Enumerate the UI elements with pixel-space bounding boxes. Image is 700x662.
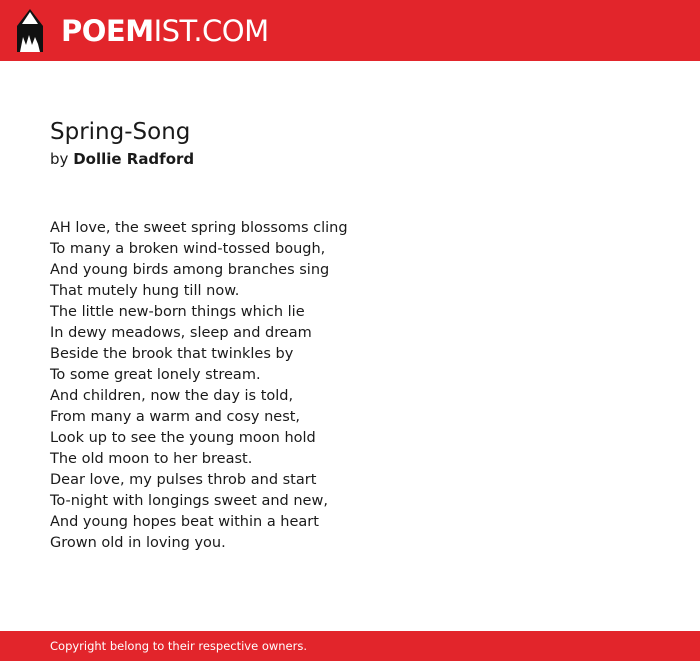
poem-line: From many a warm and cosy nest, bbox=[50, 409, 301, 425]
poem-line: Dear love, my pulses throb and start bbox=[50, 472, 317, 488]
poem-line: To some great lonely stream. bbox=[50, 367, 261, 383]
byline-label: by bbox=[50, 150, 69, 168]
poem-line: And young birds among branches sing bbox=[50, 262, 330, 278]
site-header bbox=[0, 0, 700, 61]
poem-line: And children, now the day is told, bbox=[50, 388, 294, 404]
poem-line: And young hopes beat within a heart bbox=[50, 514, 319, 530]
byline bbox=[50, 148, 194, 170]
poem-line: That mutely hung till now. bbox=[50, 283, 240, 299]
poem-body bbox=[50, 218, 348, 554]
poem-line: The old moon to her breast. bbox=[50, 451, 253, 467]
pencil-icon[interactable] bbox=[17, 9, 43, 52]
site-logo-link[interactable] bbox=[61, 12, 269, 50]
logo-text-bold: POEM bbox=[61, 14, 154, 48]
poem-line: The little new-born things which lie bbox=[50, 304, 305, 320]
poem-line: In dewy meadows, sleep and dream bbox=[50, 325, 312, 341]
poem-line: To-night with longings sweet and new, bbox=[50, 493, 328, 509]
logo-text-light: IST.COM bbox=[153, 14, 269, 48]
site-footer bbox=[0, 631, 700, 661]
poem-title: Spring-Song bbox=[50, 119, 191, 145]
copyright-text: Copyright belong to their respective owners. bbox=[50, 639, 308, 653]
author-name: Dollie Radford bbox=[73, 150, 195, 168]
poem-line: AH love, the sweet spring blossoms cling bbox=[50, 220, 348, 236]
poem-line: Beside the brook that twinkles by bbox=[50, 346, 294, 362]
poem-line: Look up to see the young moon hold bbox=[50, 430, 316, 446]
poem-line: Grown old in loving you. bbox=[50, 535, 226, 551]
poem-line: To many a broken wind-tossed bough, bbox=[50, 241, 326, 257]
